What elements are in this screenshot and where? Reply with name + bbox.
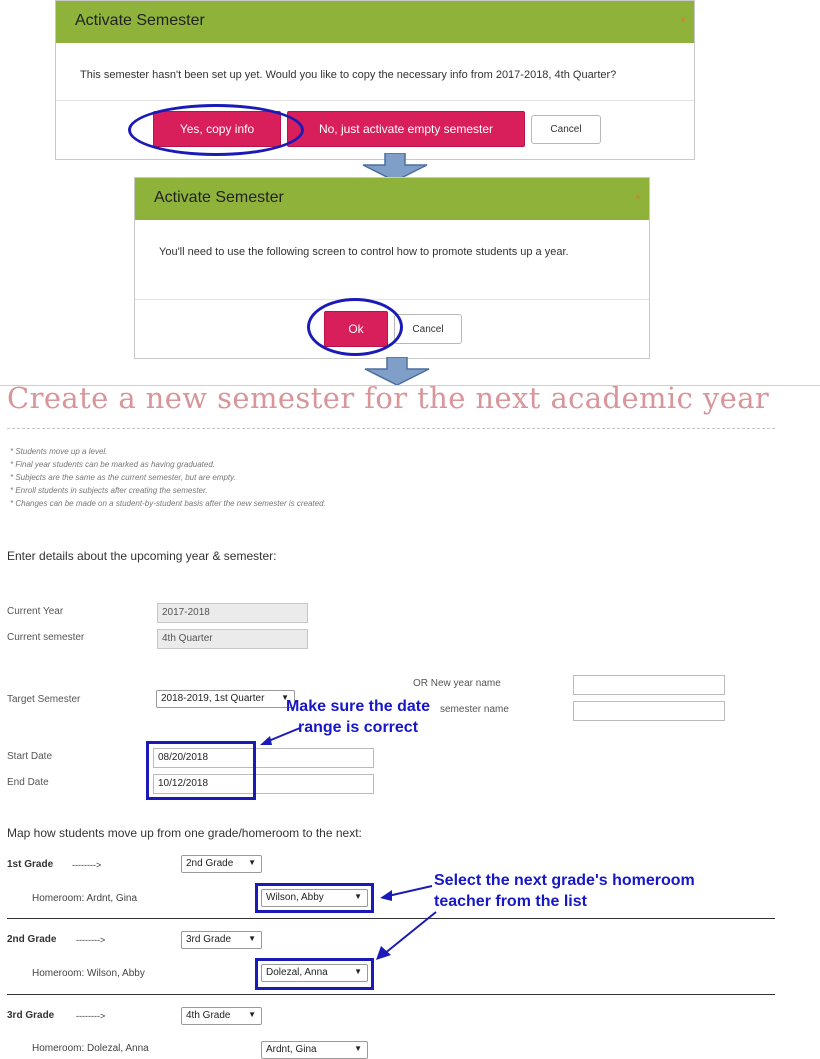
dialog-message: This semester hasn't been set up yet. Would you like to copy the necessary info from 2017-2018, 4th Quarter? [80,69,617,81]
next-grade-select[interactable] [181,855,262,873]
date-range-annotation: Make sure the date range is correct [285,698,431,736]
arrow-text: --------> [72,860,102,870]
homeroom-label: Homeroom: Ardnt, Gina [32,893,138,904]
next-teacher-value: Wilson, Abby [266,892,324,903]
chevron-down-icon: ▼ [354,892,362,901]
grade-label: 1st Grade [7,859,54,870]
next-grade-value: 2nd Grade [186,858,234,869]
annotation-arrow-icon [372,908,442,964]
current-year-label: Current Year [7,606,64,617]
chevron-down-icon: ▼ [248,1010,256,1019]
yes-copy-info-button[interactable]: Yes, copy info [153,111,281,147]
highlight-box-teacher [255,958,374,990]
note-line: * Changes can be made on a student-by-student basis after the new semester is created. [10,499,326,508]
homeroom-label: Homeroom: Wilson, Abby [32,968,145,979]
current-year-field: 2017-2018 [157,603,308,623]
start-date-label: Start Date [7,751,53,762]
dialog-header [56,1,694,43]
next-grade-select[interactable] [181,931,262,949]
highlight-circle-ok [307,298,403,356]
dialog-title: Activate Semester [75,12,205,29]
arrow-text: --------> [76,1011,106,1021]
new-semester-name-input[interactable] [573,701,725,721]
no-activate-empty-button[interactable]: No, just activate empty semester [287,111,525,147]
note-line: * Enroll students in subjects after creating the semester. [10,486,208,495]
dialog-message: You'll need to use the following screen to control how to promote students up a year. [159,246,569,258]
ok-button[interactable]: Ok [324,311,388,347]
chevron-down-icon: ▼ [354,967,362,976]
cancel-button[interactable]: Cancel [531,115,601,144]
chevron-down-icon: ▼ [354,1044,362,1053]
highlight-box-dates [146,741,256,800]
close-icon[interactable]: × [635,192,641,203]
new-semester-name-label: semester name [440,704,509,715]
next-grade-value: 3rd Grade [186,934,232,945]
target-semester-label: Target Semester [7,694,81,705]
highlight-box-teacher [255,883,374,913]
next-grade-select[interactable] [181,1007,262,1025]
map-heading: Map how students move up from one grade/homeroom to the next: [7,826,362,840]
start-date-input[interactable]: 08/20/2018 [153,748,374,768]
row-separator [7,994,775,995]
target-semester-value: 2018-2019, 1st Quarter [161,693,265,704]
details-heading: Enter details about the upcoming year & semester: [7,549,277,563]
end-date-label: End Date [7,777,49,788]
highlight-circle-yes [128,104,304,156]
next-grade-value: 4th Grade [186,1010,231,1021]
next-teacher-value: Dolezal, Anna [266,967,328,978]
homeroom-label: Homeroom: Dolezal, Anna [32,1043,149,1054]
new-year-name-label: OR New year name [413,678,501,689]
next-teacher-select[interactable] [261,1041,368,1059]
annotation-arrow-icon [256,724,306,748]
cancel-button[interactable]: Cancel [394,314,462,344]
title-divider [7,428,775,429]
dialog-title: Activate Semester [154,189,284,206]
note-line: * Final year students can be marked as having graduated. [10,460,216,469]
note-line: * Subjects are the same as the current semester, but are empty. [10,473,236,482]
close-icon[interactable]: × [680,15,686,26]
annotation-arrow-icon [376,880,436,904]
chevron-down-icon: ▼ [248,858,256,867]
end-date-input[interactable]: 10/12/2018 [153,774,374,794]
grade-label: 2nd Grade [7,934,57,945]
arrow-text: --------> [76,935,106,945]
grade-label: 3rd Grade [7,1010,55,1021]
dialog-divider [135,299,649,300]
page-title: Create a new semester for the next academic year [7,381,770,415]
note-line: * Students move up a level. [10,447,108,456]
chevron-down-icon: ▼ [248,934,256,943]
dialog-header [135,178,649,220]
teacher-annotation: Select the next grade's homeroom teacher from the list [434,872,695,910]
next-teacher-value: Ardnt, Gina [266,1044,317,1055]
current-semester-label: Current semester [7,632,85,643]
chevron-down-icon: ▼ [281,693,289,702]
dialog-divider [56,100,694,101]
current-semester-field: 4th Quarter [157,629,308,649]
new-year-name-input[interactable] [573,675,725,695]
